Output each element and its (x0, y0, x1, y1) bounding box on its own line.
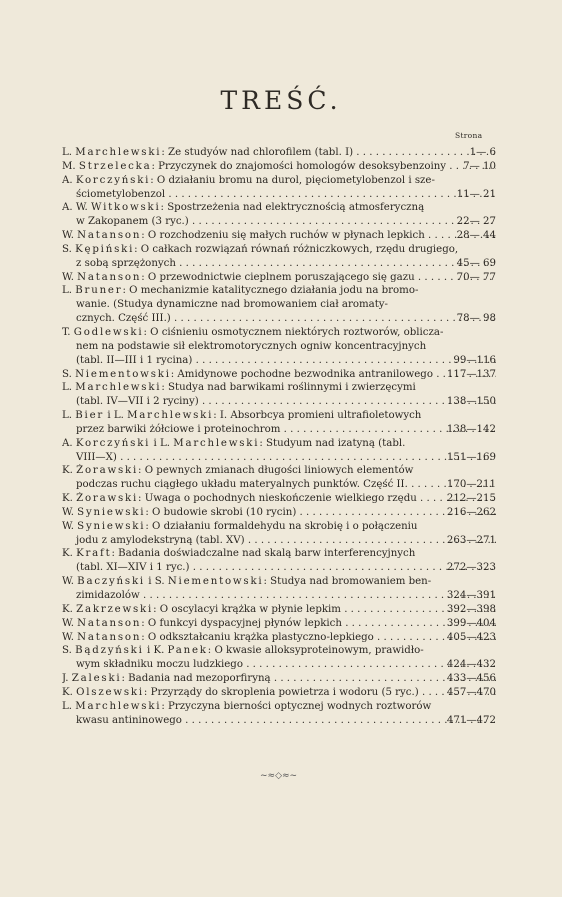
page-range: 324—391 (446, 590, 496, 601)
entry-text: ściometylobenzol (76, 188, 166, 200)
toc-entry (62, 547, 496, 575)
toc-entry (62, 381, 496, 409)
toc-entry-line (62, 298, 496, 312)
page-range: 1— 6 (469, 147, 496, 158)
page-column-header: Strona (455, 131, 483, 140)
author-name: Marchlewski (75, 700, 162, 712)
author-name: Bruner (75, 285, 123, 297)
toc-entry-line (62, 464, 496, 478)
page-range: 392—398 (446, 603, 496, 615)
toc-entry (62, 284, 496, 326)
entry-text: L. (62, 410, 76, 422)
entry-text: kwasu antininowego (76, 714, 182, 726)
page-range: 138—150 (446, 396, 496, 408)
toc-entry-line (62, 326, 496, 340)
entry-text: S. (62, 645, 76, 657)
entry-text: jodu z amylodekstryną (tabl. XV) (76, 534, 245, 546)
author-name: Zaleski (71, 673, 122, 685)
page-range: 170—211 (446, 479, 496, 491)
author-name: Marchlewski (75, 382, 162, 394)
author-name: Marchlewski (173, 437, 260, 449)
entry-text: L. (62, 382, 76, 394)
toc-entry (62, 368, 496, 382)
author-name: Marchlewski (127, 410, 214, 422)
entry-text: S. (62, 243, 76, 255)
entry-text: : O funkcyi dyspacyjnej płynów lepkich (141, 617, 342, 629)
toc-entry (62, 644, 496, 672)
toc-entry (62, 686, 496, 700)
entry-text: W. (62, 576, 78, 588)
page-range: 212—215 (446, 493, 496, 505)
toc-entry (62, 617, 496, 631)
entry-text: i S. (144, 576, 168, 588)
page-range: 405—423 (446, 631, 496, 643)
entry-text: : O odkształcaniu krążka plastyczno-lepkiego (141, 631, 374, 643)
author-name: Żorawski (76, 493, 139, 505)
entry-text: cznych. Część III.) (76, 313, 171, 325)
toc-entry-line (62, 437, 496, 451)
toc-entry (62, 492, 496, 506)
toc-entry (62, 575, 496, 603)
entry-text: W. (62, 520, 78, 532)
page-range: 45— 69 (456, 257, 496, 269)
page-range: 7— 10 (463, 160, 496, 172)
toc-entry (62, 201, 496, 229)
entry-text: : Studya nad bromowaniem ben- (263, 576, 432, 588)
toc-entry (62, 271, 496, 285)
entry-text: : Uwaga o pochodnych nieskończenie wielkiego rzędu (138, 493, 417, 505)
toc-entry (62, 506, 496, 520)
page-range: 471—472 (446, 714, 496, 726)
entry-text: : O rozchodzeniu się małych ruchów w płynach lepkich (141, 230, 425, 242)
author-name: Kraft (76, 548, 112, 560)
entry-text: zimidazolów (76, 590, 140, 601)
page-range: 99—116 (453, 354, 496, 366)
page-range: 138—142 (446, 423, 496, 435)
page-range: 399—404 (446, 617, 496, 629)
author-name: Natanson (77, 631, 142, 643)
entry-text: podczas ruchu ciągłego układu materyalnych punktów. Część II. (76, 479, 408, 491)
page-range: 11— 21 (456, 188, 496, 200)
toc-entry (62, 409, 496, 437)
page-range: 22— 27 (456, 216, 496, 228)
entry-text: W. (62, 506, 78, 518)
author-name: Niementowski (75, 368, 171, 380)
toc-entry (62, 229, 496, 243)
entry-text: : Studya nad barwikami roślinnymi i zwierzęcymi (161, 382, 416, 394)
page-range: 272—323 (446, 562, 496, 574)
toc-entry (62, 631, 496, 645)
toc-entry-line (62, 520, 496, 534)
entry-text: : O pewnych zmianach długości liniowych elementów (138, 465, 414, 477)
page-range: 457—470 (446, 686, 496, 698)
toc-entry-line (62, 547, 496, 561)
entry-text: w Zakopanem (3 ryc.) (76, 216, 189, 228)
ornament-divider: ~≈◇≈~ (260, 771, 298, 781)
page-range: 151—169 (446, 451, 496, 463)
entry-text: : O działaniu bromu na durol, pięciometylobenzol i sze- (150, 174, 435, 186)
entry-text: K. (62, 548, 77, 560)
entry-text: K. (62, 465, 77, 477)
toc-entry (62, 700, 496, 728)
entry-text: A. W. (62, 202, 91, 214)
entry-text: L. (62, 285, 76, 297)
entry-text: S. (62, 368, 76, 380)
toc-entry-line (62, 340, 496, 354)
toc-entry (62, 326, 496, 368)
toc-entry-line (62, 174, 496, 188)
author-name: Panek (167, 645, 208, 657)
entry-text: i K. (143, 645, 168, 657)
toc-entry-line (62, 201, 496, 215)
page-range: 78— 98 (456, 313, 496, 325)
page-title: TREŚĆ. (220, 86, 342, 115)
entry-text: : O działaniu formaldehydu na skrobię i o połączeniu (145, 520, 418, 532)
page-range: 263—271 (446, 534, 496, 546)
entry-text: : O oscylacyi krążka w płynie lepkim (153, 603, 341, 615)
author-name: Syniewski (77, 520, 146, 532)
table-of-contents (62, 146, 496, 727)
entry-text: (tabl. II—III i 1 rycina) (76, 354, 193, 366)
entry-text: A. (62, 174, 76, 186)
entry-text: A. (62, 437, 76, 449)
entry-text: : Studyum nad izatyną (tabl. (259, 437, 406, 449)
entry-text: VIII—X) (76, 451, 117, 463)
author-name: Marchlewski (75, 147, 162, 158)
author-name: Zakrzewski (76, 603, 154, 615)
toc-entry-line (62, 243, 496, 257)
entry-text: W. (62, 631, 78, 643)
entry-text: (tabl. XI—XIV i 1 ryc.) (76, 562, 190, 574)
entry-text: : Przyczynek do znajomości homologów desoksybenzoiny (151, 160, 447, 172)
entry-text: M. (62, 160, 79, 172)
entry-text: T. (62, 326, 74, 338)
entry-text: nem na podstawie sił elektromotorycznych ogniw koncentracyjnych (76, 340, 427, 352)
entry-text: wym składniku moczu ludzkiego (76, 659, 243, 671)
entry-text: W. (62, 617, 78, 629)
toc-entry (62, 174, 496, 202)
page-range: 216—262 (446, 506, 496, 518)
author-name: Natanson (77, 271, 142, 283)
entry-text: J. (62, 673, 72, 685)
toc-entry-line (62, 284, 496, 298)
toc-entry-line (62, 381, 496, 395)
entry-text: i L. (150, 437, 174, 449)
author-name: Witkowski (91, 202, 161, 214)
page-range: 433—456 (446, 673, 496, 685)
toc-entry (62, 672, 496, 686)
toc-entry (62, 243, 496, 271)
author-name: Żorawski (76, 465, 139, 477)
entry-text: : O ciśnieniu osmotycznem niektórych roztworów, oblicza- (143, 326, 444, 338)
entry-text: z sobą sprzężonych (76, 257, 176, 269)
entry-text: : O całkach rozwiązań równań różniczkowych, rzędu drugiego, (134, 243, 459, 255)
toc-entry (62, 603, 496, 617)
author-name: Natanson (77, 617, 142, 629)
entry-text: : O budowie skrobi (10 rycin) (145, 506, 297, 518)
entry-text: : Przyrządy do skroplenia powietrza i wodoru (5 ryc.) (143, 686, 419, 698)
page-range: 70— 77 (456, 271, 496, 283)
entry-text: (tabl. IV—VII i 2 ryciny) (76, 396, 199, 408)
toc-entry (62, 146, 496, 160)
author-name: Olszewski (76, 686, 144, 698)
author-name: Niementowski (167, 576, 264, 588)
entry-text: K. (62, 686, 77, 698)
toc-entry (62, 464, 496, 492)
author-name: Bier (75, 410, 105, 422)
entry-text: wanie. (Studya dynamiczne nad bromowaniem ciał aromaty- (76, 299, 388, 311)
author-name: Natanson (77, 230, 142, 242)
entry-text: K. (62, 603, 77, 615)
toc-entry (62, 160, 496, 174)
entry-text: K. (62, 493, 77, 505)
entry-text: W. (62, 271, 78, 283)
entry-text: : O przewodnictwie cieplnem poruszającego się gazu (141, 271, 415, 283)
toc-entry (62, 437, 496, 465)
author-name: Bądzyński (75, 645, 144, 657)
entry-text: : Badania doświadczalne nad skalą barw interferencyjnych (111, 548, 416, 560)
entry-text: : Spostrzeżenia nad elektrycznością atmosferyczną (160, 202, 425, 214)
entry-text: L. (62, 147, 76, 158)
toc-entry-line (62, 700, 496, 714)
entry-text: W. (62, 230, 78, 242)
author-name: Strzelecka (78, 160, 152, 172)
entry-text: przez barwiki żółciowe i proteinochrom (76, 423, 281, 435)
author-name: Korczyński (75, 437, 151, 449)
entry-text: : Badania nad mezoporfiryną (121, 673, 271, 685)
entry-text: : Amidynowe pochodne bezwodnika antranilowego (170, 368, 433, 380)
entry-text: L. (62, 700, 76, 712)
page-range: 28— 44 (456, 230, 496, 242)
toc-entry (62, 520, 496, 548)
toc-entry-line (62, 644, 496, 658)
entry-text: : Ze studyów nad chlorofilem (tabl. I) (161, 147, 354, 158)
page-range: 424—432 (446, 659, 496, 671)
entry-text: : Przyczyna bierności optycznej wodnych roztworów (161, 700, 432, 712)
author-name: Kępiński (75, 243, 135, 255)
entry-text: : O kwasie alloksyproteinowym, prawidło- (207, 645, 424, 657)
author-name: Godlewski (73, 326, 144, 338)
entry-text: : O mechanizmie katalitycznego działania jodu na bromo- (122, 285, 419, 297)
entry-text: : I. Absorbcya promieni ultrafioletowych (213, 410, 422, 422)
author-name: Baczyński (77, 576, 145, 588)
toc-entry-line (62, 409, 496, 423)
author-name: Syniewski (77, 506, 146, 518)
page-range: 117—137 (446, 368, 496, 380)
toc-entry-line (62, 575, 496, 589)
entry-text: i L. (104, 410, 128, 422)
author-name: Korczyński (75, 174, 151, 186)
